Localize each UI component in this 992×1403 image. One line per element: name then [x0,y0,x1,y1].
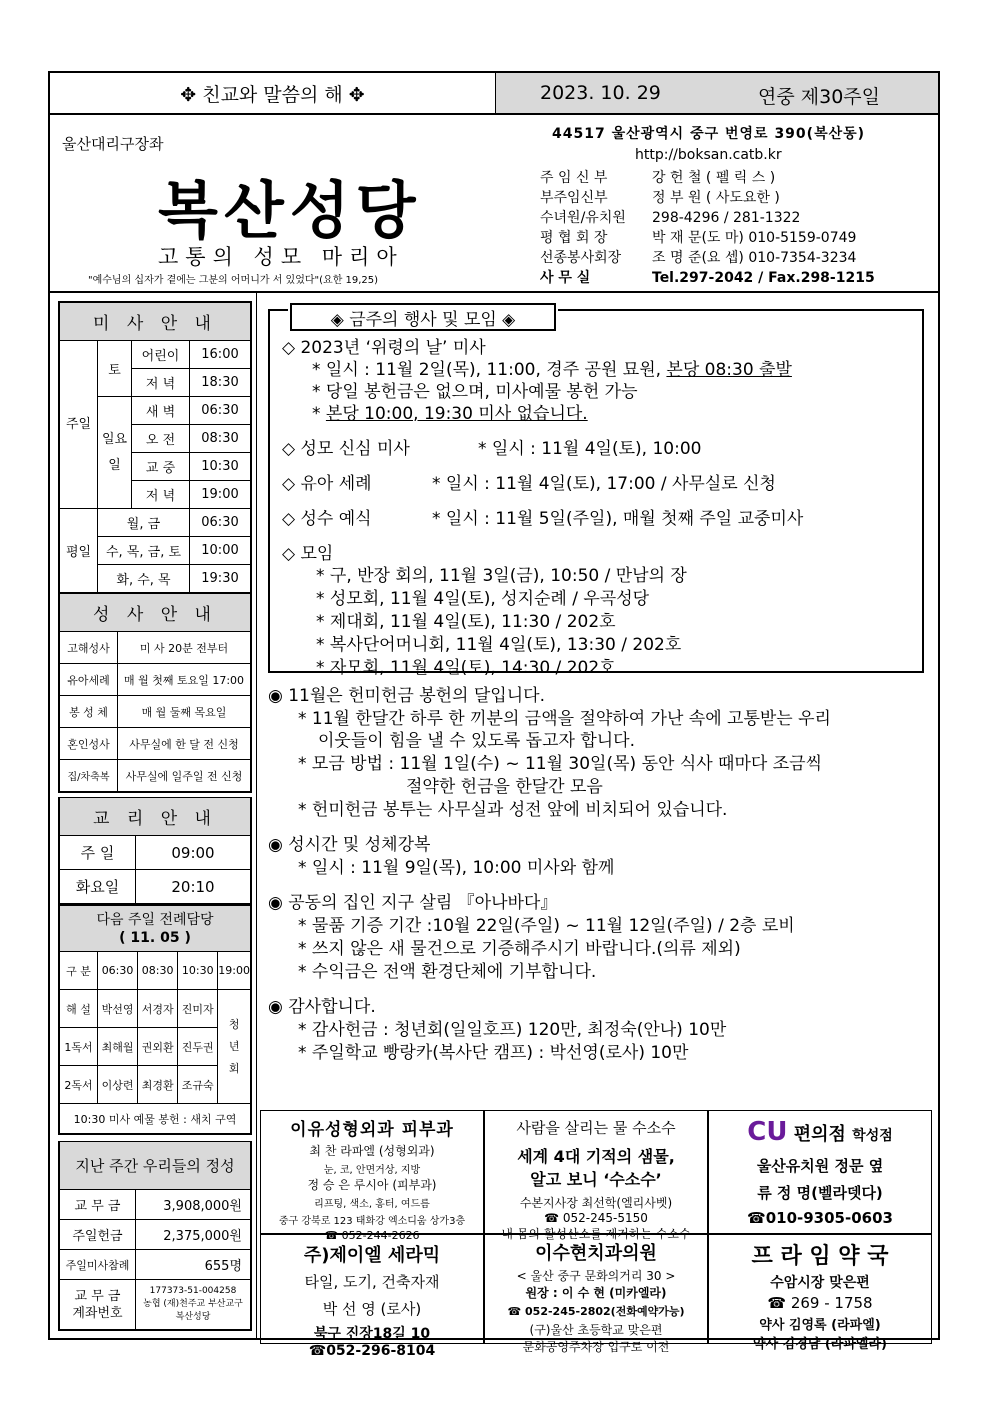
ad-title-text: 편의점 [793,1124,846,1145]
ad-phone: ☎ 052-245-5150 [544,1211,648,1225]
staff-role: 선종봉사회장 [540,250,622,266]
liturgy-col-head: 구 분 [60,952,98,990]
cu-logo: CU [747,1117,788,1147]
masthead [50,115,938,293]
event-text-underline: 본당 08:30 출발 [666,360,792,380]
mass-time: 10:00 [190,537,251,565]
sidebar [58,301,252,1336]
staff-role: 평 협 회 장 [540,230,608,246]
offering-summary [58,1141,252,1331]
account-info [136,1280,251,1330]
event-text: * 일시 : 11월 2일(목), 11:00, 경주 공원 묘원, [312,360,667,380]
event-text-underline: 본당 10:00, 19:30 미사 없습니다. [325,404,588,424]
mass-name: 오 전 [132,425,190,453]
sacrament-name: 유아세례 [60,664,118,696]
event-line: * 당일 봉헌금은 없으며, 미사예물 봉헌 가능 [312,382,638,402]
church-name: 복산성당 [158,174,422,247]
date-bar [496,73,938,113]
ad-line: 최 찬 라파엘 (성형외과) [309,1144,435,1158]
sacrament-name: 봉 성 체 [60,696,118,728]
mass-time: 19:30 [190,565,251,593]
event-line: * 일시 : 11월 5일(주일), 매월 첫째 주일 교중미사 [432,509,804,529]
staff-value: Tel.297-2042 / Fax.298-1215 [652,270,875,286]
liturgy-person: 최해월 [98,1028,138,1066]
offering-label: 교 무 금 [60,1190,136,1220]
staff-row [540,267,875,287]
offering-label: 주일미사참례 [60,1250,136,1280]
meeting-item: * 복사단어머니회, 11월 4일(토), 13:30 / 202호 [316,635,682,655]
meeting-item: * 성모회, 11월 4일(토), 성지순례 / 우곡성당 [316,589,650,609]
issue-date: 2023. 10. 29 [540,82,661,104]
events-title: ◈ 금주의 행사 및 모임 ◈ [290,303,556,331]
liturgy-col-head: 10:30 [178,952,218,990]
ad-line: 약사 김경남 (라파엘라) [753,1337,887,1352]
event-line: * 일시 : 11월 4일(토), 10:00 [478,439,702,459]
account-number: 177373-51-004258 [149,1286,237,1296]
ad-phone: ☎ 269 - 1758 [767,1294,873,1312]
ad-line: 약사 김영록 (라파엘) [759,1318,881,1333]
ad-line: < 울산 중구 문화의거리 30 > [516,1269,676,1283]
notice-line: * 물품 기증 기간 :10월 22일(주일) ~ 11월 12일(주일) / 2층 로비 [298,916,795,936]
sunday-day-label: 일요일 [98,397,132,509]
event-heading: ◇ 성수 예식 [282,509,372,529]
mass-days: 화, 수, 목 [98,565,190,593]
ad-ceramic [260,1234,484,1359]
notice-line: * 11월 한달간 하루 한 끼분의 금액을 절약하여 가난 속에 고통받는 우리 [298,709,831,729]
notice-line: * 수익금은 전액 환경단체에 기부합니다. [298,962,597,982]
staff-role: 수녀원/유치원 [540,210,626,226]
patron-quote: "예수님의 십자가 곁에는 그분의 어머니가 서 있었다"(요한 19,25) [88,275,379,286]
ad-grid [260,1110,932,1359]
ad-line: 중구 강북로 123 태화강 엑소디움 상가3층 [278,1216,466,1227]
sacrament-name: 고해성사 [60,632,118,664]
liturgy-col-head: 06:30 [98,952,138,990]
ad-line: 박 선 영 (로사) [322,1300,422,1318]
sacrament-detail: 사무실에 일주일 전 신청 [118,760,251,792]
ad-title [709,1117,931,1147]
ad-title: 주)제이엘 세라믹 [303,1245,441,1266]
church-url[interactable]: http://boksan.catb.kr [635,147,782,163]
account-bank: 농협 (재)천주교 부산교구 [143,1299,243,1309]
ad-line: 수본지사장 최선학(엘리사벳) [519,1196,673,1210]
staff-value: 박 재 문(도 마) 010-5159-0749 [652,230,857,246]
notice-line: * 감사헌금 : 청년회(일일호프) 120만, 최정숙(안나) 10만 [298,1020,727,1040]
diocese-label: 울산대리구장좌 [62,135,164,153]
liturgy-role: 2독서 [60,1066,98,1104]
notice-heading: ◉ 감사합니다. [268,997,376,1017]
mass-time: 06:30 [190,397,251,425]
mass-days: 수, 목, 금, 토 [98,537,190,565]
notice-line: * 주일학교 빵랑카(복사단 캠프) : 박선영(로사) 10만 [298,1043,689,1063]
ad-line: 정 승 은 루시아 (피부과) [307,1178,437,1192]
staff-role: 주 임 신 부 [540,170,608,186]
sacrament-info [58,593,252,793]
sunday-label: 주일 [60,341,98,509]
ad-line: 리프팅, 색소, 홍터, 여드름 [314,1199,430,1210]
sacrament-detail: 매 월 둘째 목요일 [118,696,251,728]
offering-title: 지난 주간 우리들의 정성 [60,1142,251,1190]
event-heading: ◇ 2023년 ‘위령의 날’ 미사 [282,338,486,358]
mass-time: 19:00 [190,481,251,509]
ad-title: 이유성형외과 피부과 [290,1120,454,1140]
staff-row [540,207,800,227]
ad-line: 눈, 코, 안면거상, 지방 [323,1165,421,1176]
ad-phone: ☎052-296-8104 [308,1343,436,1359]
ad-line: 알고 보니 ‘수소수’ [530,1170,662,1189]
mass-name: 저 녁 [132,369,190,397]
bulletin-page [48,71,940,1359]
staff-value: 강 헌 철 ( 펠 릭 스 ) [652,170,776,186]
ad-line: (구)울산 초등학교 맞은편 [529,1323,663,1337]
staff-row [540,167,775,187]
mass-time: 10:30 [190,453,251,481]
column-divider [256,293,257,1340]
sacrament-detail: 미 사 20분 전부터 [118,632,251,664]
meeting-item: * 자모회, 11월 4일(토), 14:30 / 202호 [316,658,616,678]
liturgy-title: 다음 주일 전례담당 [96,911,214,928]
mass-days: 월, 금 [98,509,190,537]
liturgy-person: 조규숙 [178,1066,218,1104]
sacrament-title: 성 사 안 내 [60,594,251,632]
ad-phone: ☎ 052-245-2802(전화예약가능) [507,1305,685,1318]
liturgy-col-head: 08:30 [138,952,178,990]
sacrament-name: 집/차축복 [60,760,118,792]
offering-value: 655명 [136,1250,251,1280]
catechism-day: 화요일 [60,870,136,904]
event-line [312,399,588,424]
ad-line: 북구 진장18길 10 [313,1326,431,1342]
saturday-label: 토 [98,341,132,397]
ad-convenience-store [708,1110,932,1234]
ad-line: 수암시장 맞은편 [770,1275,870,1291]
ad-title: 프 라 임 약 국 [751,1244,889,1269]
notice-line: 이웃들이 힘을 낼 수 있도록 돕고자 합니다. [318,731,636,751]
ad-title: 사람을 살리는 물 수소수 [516,1119,676,1137]
event-heading: ◇ 유아 세례 [282,474,372,494]
sacrament-name: 혼인성사 [60,728,118,760]
staff-row [540,187,780,207]
notice-line: * 헌미헌금 봉투는 사무실과 성전 앞에 비치되어 있습니다. [298,800,728,820]
ad-line: 류 정 명(벨라뎃다) [757,1184,883,1202]
liturgy-date: ( 11. 05 ) [119,929,191,946]
staff-value: 정 부 원 ( 사도요한 ) [652,190,780,206]
event-text: * [312,404,326,424]
liturgy-role: 1독서 [60,1028,98,1066]
liturgy-person: 이상련 [98,1066,138,1104]
mass-name: 새 벽 [132,397,190,425]
mass-name: 어린이 [132,341,190,369]
sacrament-detail: 매 월 첫째 토요일 17:00 [118,664,251,696]
account-holder: 복산성당 [175,1312,211,1322]
offering-value: 3,908,000원 [136,1190,251,1220]
ad-subtitle: 학성점 [852,1128,893,1144]
liturgy-col-head: 19:00 [218,952,251,990]
ad-line: 세계 4대 기적의 샘물, [517,1147,675,1166]
event-heading: ◇ 성모 신심 미사 [282,439,410,459]
liturgy-youth: 청년회 [218,990,251,1104]
staff-role: 사 무 실 [540,270,591,286]
top-bar [50,73,938,115]
notice-line: * 모금 방법 : 11월 1일(수) ~ 11월 30일(목) 동안 식사 때마다 조금씩 [298,754,822,774]
ad-pharmacy [708,1234,932,1352]
weekday-label: 평일 [60,509,98,593]
liturgy-person: 권외환 [138,1028,178,1066]
year-theme: ✥ 친교와 말씀의 해 ✥ [50,73,496,113]
staff-row [540,227,856,247]
liturgy-duty [58,905,252,1135]
ad-line: 내 몸의 활성산소를 제거하는 수소수 [501,1227,691,1241]
liturgy-person: 박선영 [98,990,138,1028]
mass-name: 교 중 [132,453,190,481]
liturgical-week: 연중 제30주일 [758,86,880,108]
liturgy-person: 최경환 [138,1066,178,1104]
weekly-events [268,309,924,678]
liturgy-person: 진미자 [178,990,218,1028]
catechism-info [58,797,252,905]
ad-line: 원장 : 이 수 현 (미카엘라) [525,1286,667,1300]
catechism-day: 주 일 [60,836,136,870]
account-label: 교 무 금 계좌번호 [60,1280,136,1330]
liturgy-role: 해 설 [60,990,98,1028]
staff-value: 298-4296 / 281-1322 [652,210,801,226]
patron-name: 고통의 성모 마리아 [158,245,404,269]
church-address: 44517 울산광역시 중구 번영로 390(복산동) [552,126,866,142]
liturgy-header [60,906,251,952]
catechism-time: 09:00 [136,836,251,870]
offering-label: 주일헌금 [60,1220,136,1250]
liturgy-note: 10:30 미사 예물 봉헌 : 새치 구역 [60,1104,251,1134]
ad-phone: ☎ 052-244-2626 [324,1229,420,1242]
mass-title: 미 사 안 내 [60,303,251,341]
notice-heading: ◉ 성시간 및 성체강복 [268,835,431,855]
ad-line: 문화공영주차장 입구로 이전 [522,1340,670,1354]
ad-phone: ☎010-9305-0603 [747,1209,893,1227]
ad-clinic [260,1110,484,1242]
notice-line: * 쓰지 않은 새 물건으로 기증해주시기 바랍니다.(의류 제외) [298,939,741,959]
notice-heading: ◉ 공동의 집인 지구 살림 『아나바다』 [268,893,558,913]
mass-time: 06:30 [190,509,251,537]
mass-name: 저 녁 [132,481,190,509]
mass-time: 08:30 [190,425,251,453]
staff-role: 부주임신부 [540,190,608,206]
ad-water [484,1110,708,1241]
event-line: * 일시 : 11월 4일(토), 17:00 / 사무실로 신청 [432,474,776,494]
notice-line: * 일시 : 11월 9일(목), 10:00 미사와 함께 [298,858,615,878]
catechism-title: 교 리 안 내 [60,798,251,836]
meeting-item: * 제대회, 11월 4일(토), 11:30 / 202호 [316,612,616,632]
mass-schedule [58,301,252,594]
catechism-time: 20:10 [136,870,251,904]
meeting-item: * 구, 반장 회의, 11월 3일(금), 10:50 / 만남의 장 [316,566,687,586]
notice-line: 절약한 헌금을 한달간 모음 [406,777,603,797]
ad-title: 이수현치과의원 [535,1243,657,1264]
staff-row [540,247,856,267]
liturgy-person: 서경자 [138,990,178,1028]
sacrament-detail: 사무실에 한 달 전 신청 [118,728,251,760]
ad-line: 울산유치원 정문 옆 [756,1157,884,1175]
offering-value: 2,375,000원 [136,1220,251,1250]
mass-time: 16:00 [190,341,251,369]
ad-dental [484,1234,708,1354]
mass-time: 18:30 [190,369,251,397]
liturgy-person: 진두권 [178,1028,218,1066]
notice-heading: ◉ 11월은 헌미헌금 봉헌의 달입니다. [268,686,545,706]
event-heading: ◇ 모임 [282,544,334,564]
ad-line: 타일, 도기, 건축자재 [304,1273,440,1291]
staff-value: 조 명 준(요 셉) 010-7354-3234 [652,250,857,266]
